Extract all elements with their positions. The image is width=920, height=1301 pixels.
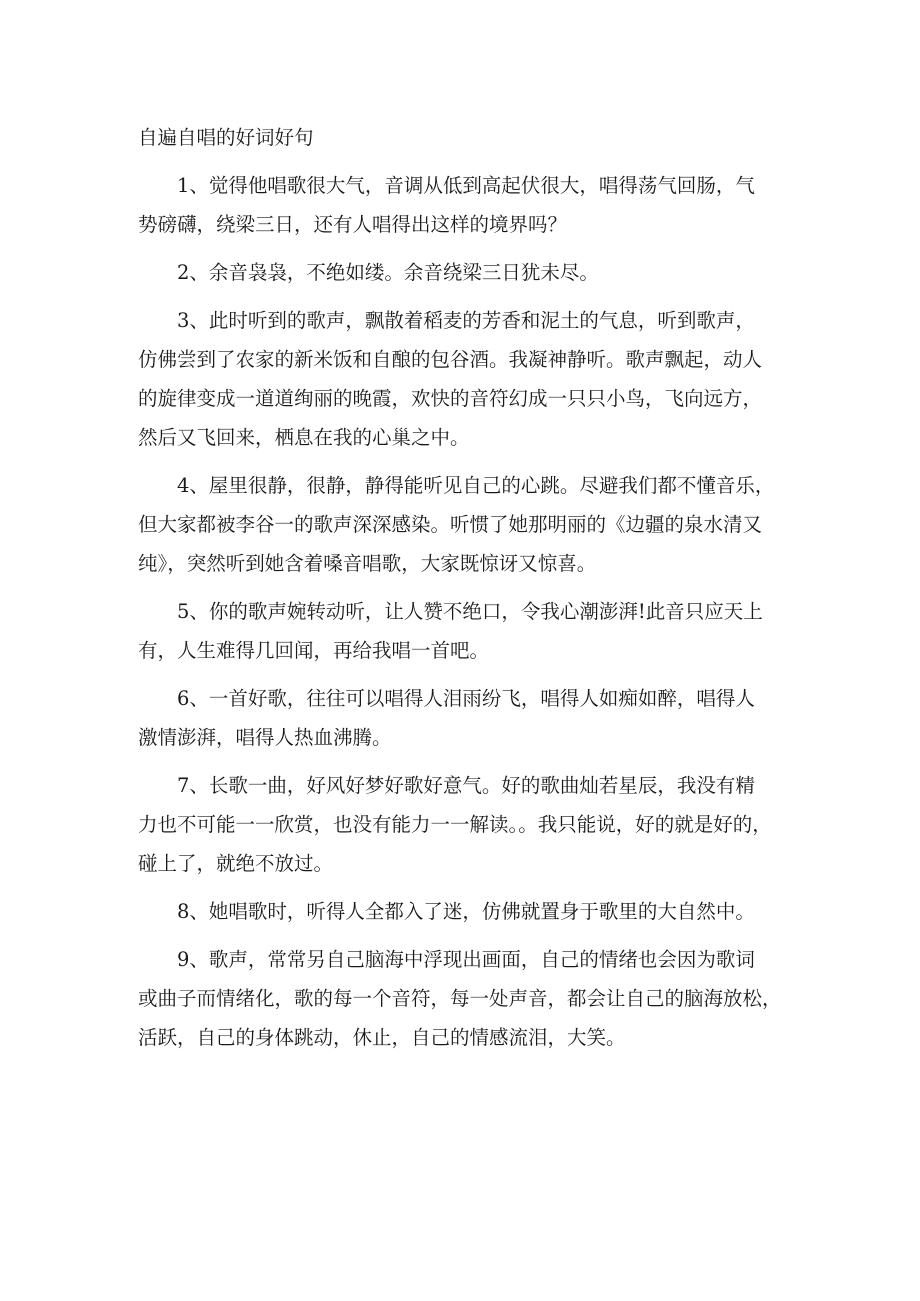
document-title: 自遍自唱的好词好句 [138,126,314,149]
document-body [138,118,788,1066]
paragraph-8: 8、她唱歌时，听得人全都入了迷，仿佛就置身于歌里的大自然中。 [177,900,755,923]
paragraph-9: 9、歌声，常常另自己脑海中浮现出画面，自己的情绪也会因为歌词 或曲子而情绪化，歌的每一个音符，每一处声音，都会让自己的脑海放松， 活跃，自己的身体跳动，休止，自己的情感流泪，大笑。 [138,948,782,1049]
paragraph-7: 7、长歌一曲，好风好梦好歌好意气。好的歌曲灿若星辰，我没有精 力也不可能一一欣赏，也没有能力一一解读。。我只能说，好的就是好的， 碰上了，就绝不放过。 [138,774,772,875]
paragraph-3: 3、此时听到的歌声，飘散着稻麦的芳香和泥土的气息，听到歌声， 仿佛尝到了农家的新米饭和自酿的包谷酒。我凝神静听。歌声飘起，动人 的旋律变成一道道绚丽的晚霞，欢快的音符幻成一只只小鸟，飞向远方， 然后又飞回来，栖息在我的心巢之中。 [138,309,763,449]
paragraph-1: 1、觉得他唱歌很大气，音调从低到高起伏很大，唱得荡气回肠，气 势磅礴，绕梁三日，还有人唱得出这样的境界吗？ [138,174,755,236]
paragraph-6: 6、一首好歌，往往可以唱得人泪雨纷飞，唱得人如痴如醉，唱得人 激情澎湃，唱得人热血沸腾。 [138,687,755,749]
paragraph-5: 5、你的歌声婉转动听，让人赞不绝口，令我心潮澎湃!此音只应天上 有，人生难得几回闻，再给我唱一首吧。 [138,600,763,662]
paragraph-4: 4、屋里很静，很静，静得能听见自己的心跳。尽避我们都不懂音乐， 但大家都被李谷一的歌声深深感染。听惯了她那明丽的《边疆的泉水清又 纯》，突然听到她含着嗓音唱歌，大家既惊讶又惊喜。 [138,474,775,575]
paragraph-2: 2、余音袅袅，不绝如缕。余音绕梁三日犹未尽。 [177,261,599,284]
